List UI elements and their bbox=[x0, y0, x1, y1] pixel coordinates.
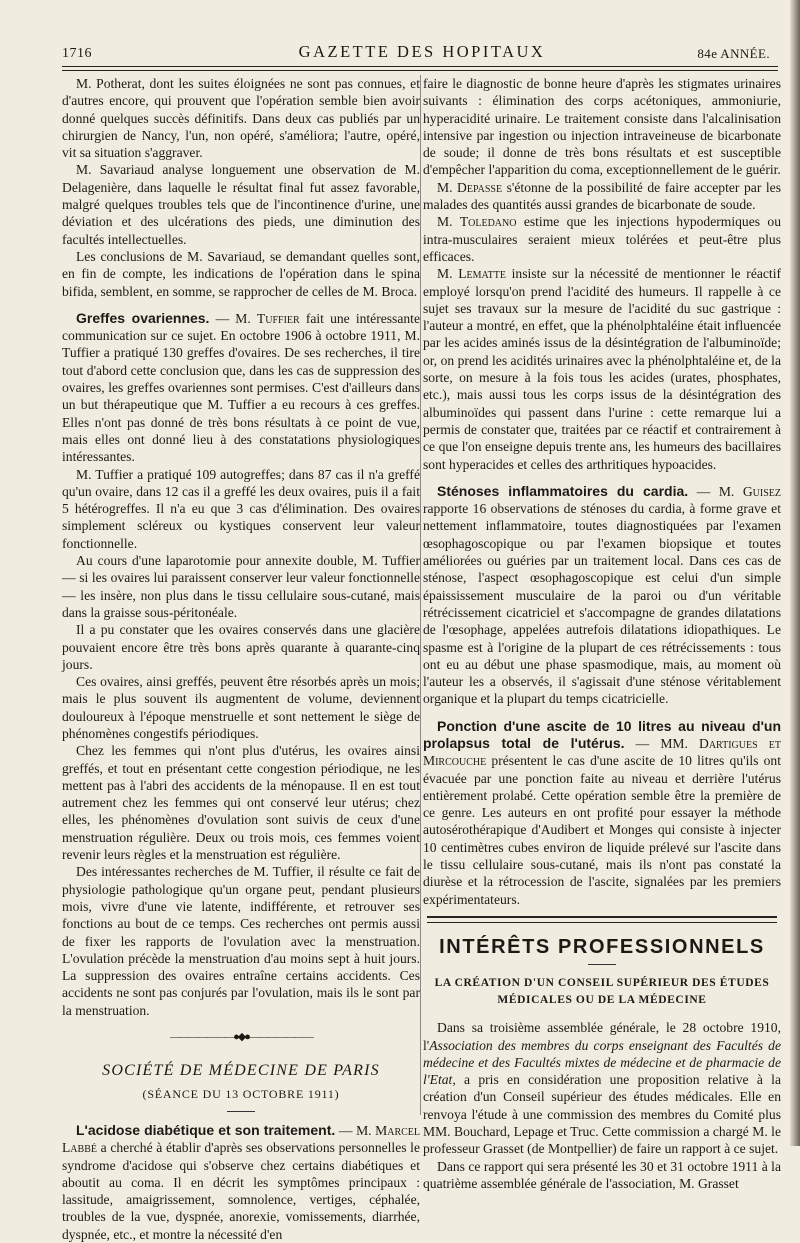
paragraph: M. Tuffier a pratiqué 109 autogreffes; dans 87 cas il n'a greffé qu'un ovaire, dans 12 cas il a greffé les deux ovaires, puis il a fait 5 hétérogreffes. Il n'a eu que 3 cas d'élimination. Des ovaires simplement scléreux ou kystiques conservent leur valeur fonctionnelle. bbox=[62, 466, 420, 551]
greffes-heading: Greffes ovariennes. bbox=[76, 309, 210, 326]
ornament-divider: ———————●◆●——————— bbox=[170, 1031, 312, 1044]
header-rule-top bbox=[62, 66, 778, 67]
short-divider bbox=[227, 1111, 255, 1112]
paragraph: Il a pu constater que les ovaires conservés dans une glacière pouvaient encore être très bons après quarante à quarante-cinq jours. bbox=[62, 622, 420, 672]
stenoses-paragraph: Sténoses inflammatoires du cardia. — M. Guisez rapporte 16 observations de sténoses du cardia, à forme grave et nettement inflammatoire, toutes diagnostiquées par l'examen œsophagoscopique ou par l'examen biopsique et toutes améliorées ou guéries par un traitement local. Dans ces cas de sténose, l'aspect œsophagoscopique est celui d'un simple épaississement musculaire de la paroi ou d'un véritable rétrécissement cicatriciel et s'accompagne de grandes dilatations de l'œsophage, appelées autrefois dilatations idiopathiques. Le spasme est à l'origine de la plupart de ces rétrécissements : tous ont eu au début une phase spasmodique, mais, au moment où l'auteur les a observés, il s'agissait d'une sténose véritablement organique et la plupart du temps cicatricielle. bbox=[423, 482, 781, 707]
author-name: Guisez bbox=[742, 483, 781, 499]
paragraph: M. Potherat, dont les suites éloignées ne sont pas connues, et d'autres encore, qui prouvent que l'opération semble bien avoir donné quelques succès définitifs. Dans deux cas publiés par un chirurgien de Nancy, l'un, non opéré, s'améliora; l'autre, opéré, vit sa situation s'aggraver. bbox=[62, 76, 420, 161]
author-name: Tuffier bbox=[256, 310, 300, 326]
author-name: Toledano bbox=[459, 214, 517, 230]
right-column bbox=[423, 75, 781, 1192]
stenoses-heading: Sténoses inflammatoires du cardia. bbox=[437, 482, 689, 499]
author-name: Lematte bbox=[458, 266, 506, 282]
page-number: 1716 bbox=[62, 46, 92, 61]
column-divider bbox=[420, 75, 421, 1115]
header-rule-bottom bbox=[62, 70, 778, 71]
author-name: M. Marcel Labbé bbox=[62, 1122, 421, 1156]
paragraph: Chez les femmes qui n'ont plus d'utérus, les ovaires ainsi greffés, et tout en présentant cette congestion périodique, ne les mettent pas à l'abri des accidents de la ménopause. Il en est tout autrement chez les femmes qui ont conservé leur utérus; chez elles, les phénomènes d'ovulation sont suivis de ceux d'une menstruation régulière. Deux ou trois mois, ces femmes voient revenir leurs règles et la menstruation est régulière. bbox=[62, 743, 420, 863]
section-title-interets: INTÉRÊTS PROFESSIONNELS bbox=[439, 935, 765, 958]
author-name: Dartigues et Mircouche bbox=[423, 735, 781, 769]
journal-title: GAZETTE DES HOPITAUX bbox=[298, 42, 546, 61]
paragraph: M. Depasse s'étonne de la possibilité de faire accepter par les malades des quantités aussi grandes de bicarbonate de soude. bbox=[423, 179, 781, 213]
page-header bbox=[62, 38, 782, 64]
paragraph: Dans ce rapport qui sera présenté les 30 et 31 octobre 1911 à la quatrième assemblée générale de l'association, M. Grasset bbox=[423, 1158, 781, 1191]
section-title-societe: SOCIÉTÉ DE MÉDECINE DE PARIS bbox=[102, 1062, 380, 1080]
paragraph: Dans sa troisième assemblée générale, le 28 octobre 1910, l'Association des membres du corps enseignant des Facultés de médecine et des Facultés mixtes de médecine et de pharmacie de l'Etat, a pris en considération une proposition relative à la création d'un Conseil supérieur des études médicales. Elle en renvoya l'étude à une commission des membres du Comité plus MM. Bouchard, Lepage et Truc. Cette commission a chargé M. le professeur Grasset (de Montpellier) de faire un rapport à ce sujet. bbox=[423, 1020, 781, 1157]
association-name: Association des membres du corps enseignant des Facultés de médecine et des Facultés mixtes de médecine et de pharmacie de l'Etat bbox=[423, 1037, 781, 1088]
year-label: 84e ANNÉE. bbox=[697, 46, 770, 61]
paragraph: M. Lematte insiste sur la nécessité de mentionner le réactif employé lorsqu'on prend l'acidité des humeurs. Il rappelle à ce sujet ses travaux sur la mesure de l'acidité du suc gastrique : l'auteur a montré, en effet, que la phénolphtaléine était influencée par les acides aminés issus de la désintégration de l'albuminoïde; or, on prend les acidités urinaires avec la phénolphtaléine et, de la sorte, on mesure à la fois tous les acides (urates, phosphates, etc.), mais aussi tous les corps issus de la désintégration des albuminoïdes qui passent dans l'urine : cette remarque lui a permis de constater que, traitées par ce réactif et contrairement à ce que l'on enseigne depuis trente ans, les humeurs des bacillaires sont hyperacides et celles des arthritiques hypoacides. bbox=[423, 266, 781, 472]
acidose-paragraph: L'acidose diabétique et son traitement. — M. Marcel Labbé a cherché à établir d'après ses observations personnelles le syndrome d'acidose qui s'observe chez certains diabétiques et aboutit au coma. Il en décrit les symptômes principaux : lassitude, amaigrissement, somnolence, vertiges, céphalée, troubles de la vue, dyspnée, anorexie, vomissements, diarrhée, dyspnée, etc., et montre la nécessité d'en bbox=[62, 1121, 421, 1242]
ponction-paragraph: Ponction d'une ascite de 10 litres au niveau d'un prolapsus total de l'utérus. — MM. Dartigues et Mircouche présentent le cas d'une ascite de 10 litres qu'ils ont évacuée par une ponction faite au niveau et derrière l'utérus entièrement prolabé. Cette opération semble être la première de ce genre. Les auteurs en ont profité pour essayer la méthode autosérothérapique d'Audibert et Monges qui consiste à injecter 10 centimètres cubes environ de liquide prélevé sur l'ascite dans le tissu cellulaire sous-cutané, mais ils n'ont pas constaté la diurèse et la rétrocession de l'ascite, signalées par les premiers expérimentateurs. bbox=[423, 717, 782, 907]
section-double-rule bbox=[427, 916, 777, 923]
paragraph: Au cours d'une laparotomie pour annexite double, M. Tuffier — si les ovaires lui paraissent conserver leur valeur fonctionnelle — les insère, non plus dans le tissu cellulaire sous-cutané, mais dans la graisse sous-péritonéale. bbox=[62, 553, 420, 620]
paragraph: Les conclusions de M. Savariaud, se demandant quelles sont, en fin de compte, les indications de l'opération dans le spina bifida, semblent, en somme, se rapprocher de celles de M. Broca. bbox=[62, 248, 420, 299]
short-divider bbox=[588, 964, 616, 965]
ponction-heading: Ponction d'une ascite de 10 litres au niveau d'un prolapsus total de l'utérus. bbox=[423, 717, 781, 751]
paragraph: Des intéressantes recherches de M. Tuffier, il résulte ce fait de physiologie pathologique qu'un organe peut, pendant plusieurs mois, vivre d'une vie latente, indifférente, et retrouver ses fonctions au bout de ce temps. Ces recherches ont permis aussi de fixer les rapports de l'ovulation avec la menstruation. L'ovulation précède la menstruation d'au moins sept à huit jours. La suppression des ovaires entraîne certains accidents. Ces accidents ne sont pas conjurés par l'ovulation, mais ils le sont par la menstruation. bbox=[62, 864, 420, 1018]
acidose-heading: L'acidose diabétique et son traitement. bbox=[76, 1121, 336, 1138]
paragraph: M. Toledano estime que les injections hypodermiques ou intra-musculaires seraient mieux tolérées et peut-être plus efficaces. bbox=[423, 214, 781, 264]
seance-date: (SÉANCE DU 13 OCTOBRE 1911) bbox=[142, 1086, 340, 1101]
left-column bbox=[62, 75, 420, 1243]
paragraph: Ces ovaires, ainsi greffés, peuvent être résorbés après un mois; mais le plus souvent ils augmentent de volume, deviennent douloureux à l'époque menstruelle et sont nettement le siège de phénomènes congestifs périodiques. bbox=[62, 674, 420, 741]
paragraph: M. Savariaud analyse longuement une observation de M. Delagenière, dans laquelle le résultat final fut assez favorable, malgré quelques troubles tels que de l'incontinence d'urine, une déviation et des ulcérations des pieds, une diminution des facultés intellectuelles. bbox=[62, 162, 420, 247]
paragraph: faire le diagnostic de bonne heure d'après les stigmates urinaires suivants : élimination des corps acétoniques, ammoniurie, hyperacidité urinaire. Le traitement consiste dans l'alcalinisation intensive par ingestion ou injection intraveineuse de bicarbonate de soude; il donne de très bons résultats et est susceptible d'empêcher l'apparition du coma, exceptionnellement de le guérir. bbox=[423, 76, 781, 178]
author-name: Depasse bbox=[457, 179, 503, 195]
article-subtitle: LA CRÉATION D'UN CONSEIL SUPÉRIEUR DES ÉTUDES MÉDICALES OU DE LA MÉDECINE bbox=[434, 977, 770, 1007]
page-edge-shadow bbox=[790, 0, 800, 1146]
greffes-paragraph: Greffes ovariennes. — M. Tuffier fait une intéressante communication sur ce sujet. En octobre 1906 à octobre 1911, M. Tuffier a pratiqué 130 greffes d'ovaires. De ses recherches, il tire tout d'abord cette conclusion que, dans les cas de suppression des ovaires, les greffes ovariennes sont permises. C'est d'ailleurs dans un but thérapeutique que M. Tuffier a eu recours à ces greffes. Elles n'ont pas donné de très bons résultats à ce point de vue, mais elles ont donné lieu à des constatations physiologiques intéressantes. bbox=[62, 309, 420, 465]
